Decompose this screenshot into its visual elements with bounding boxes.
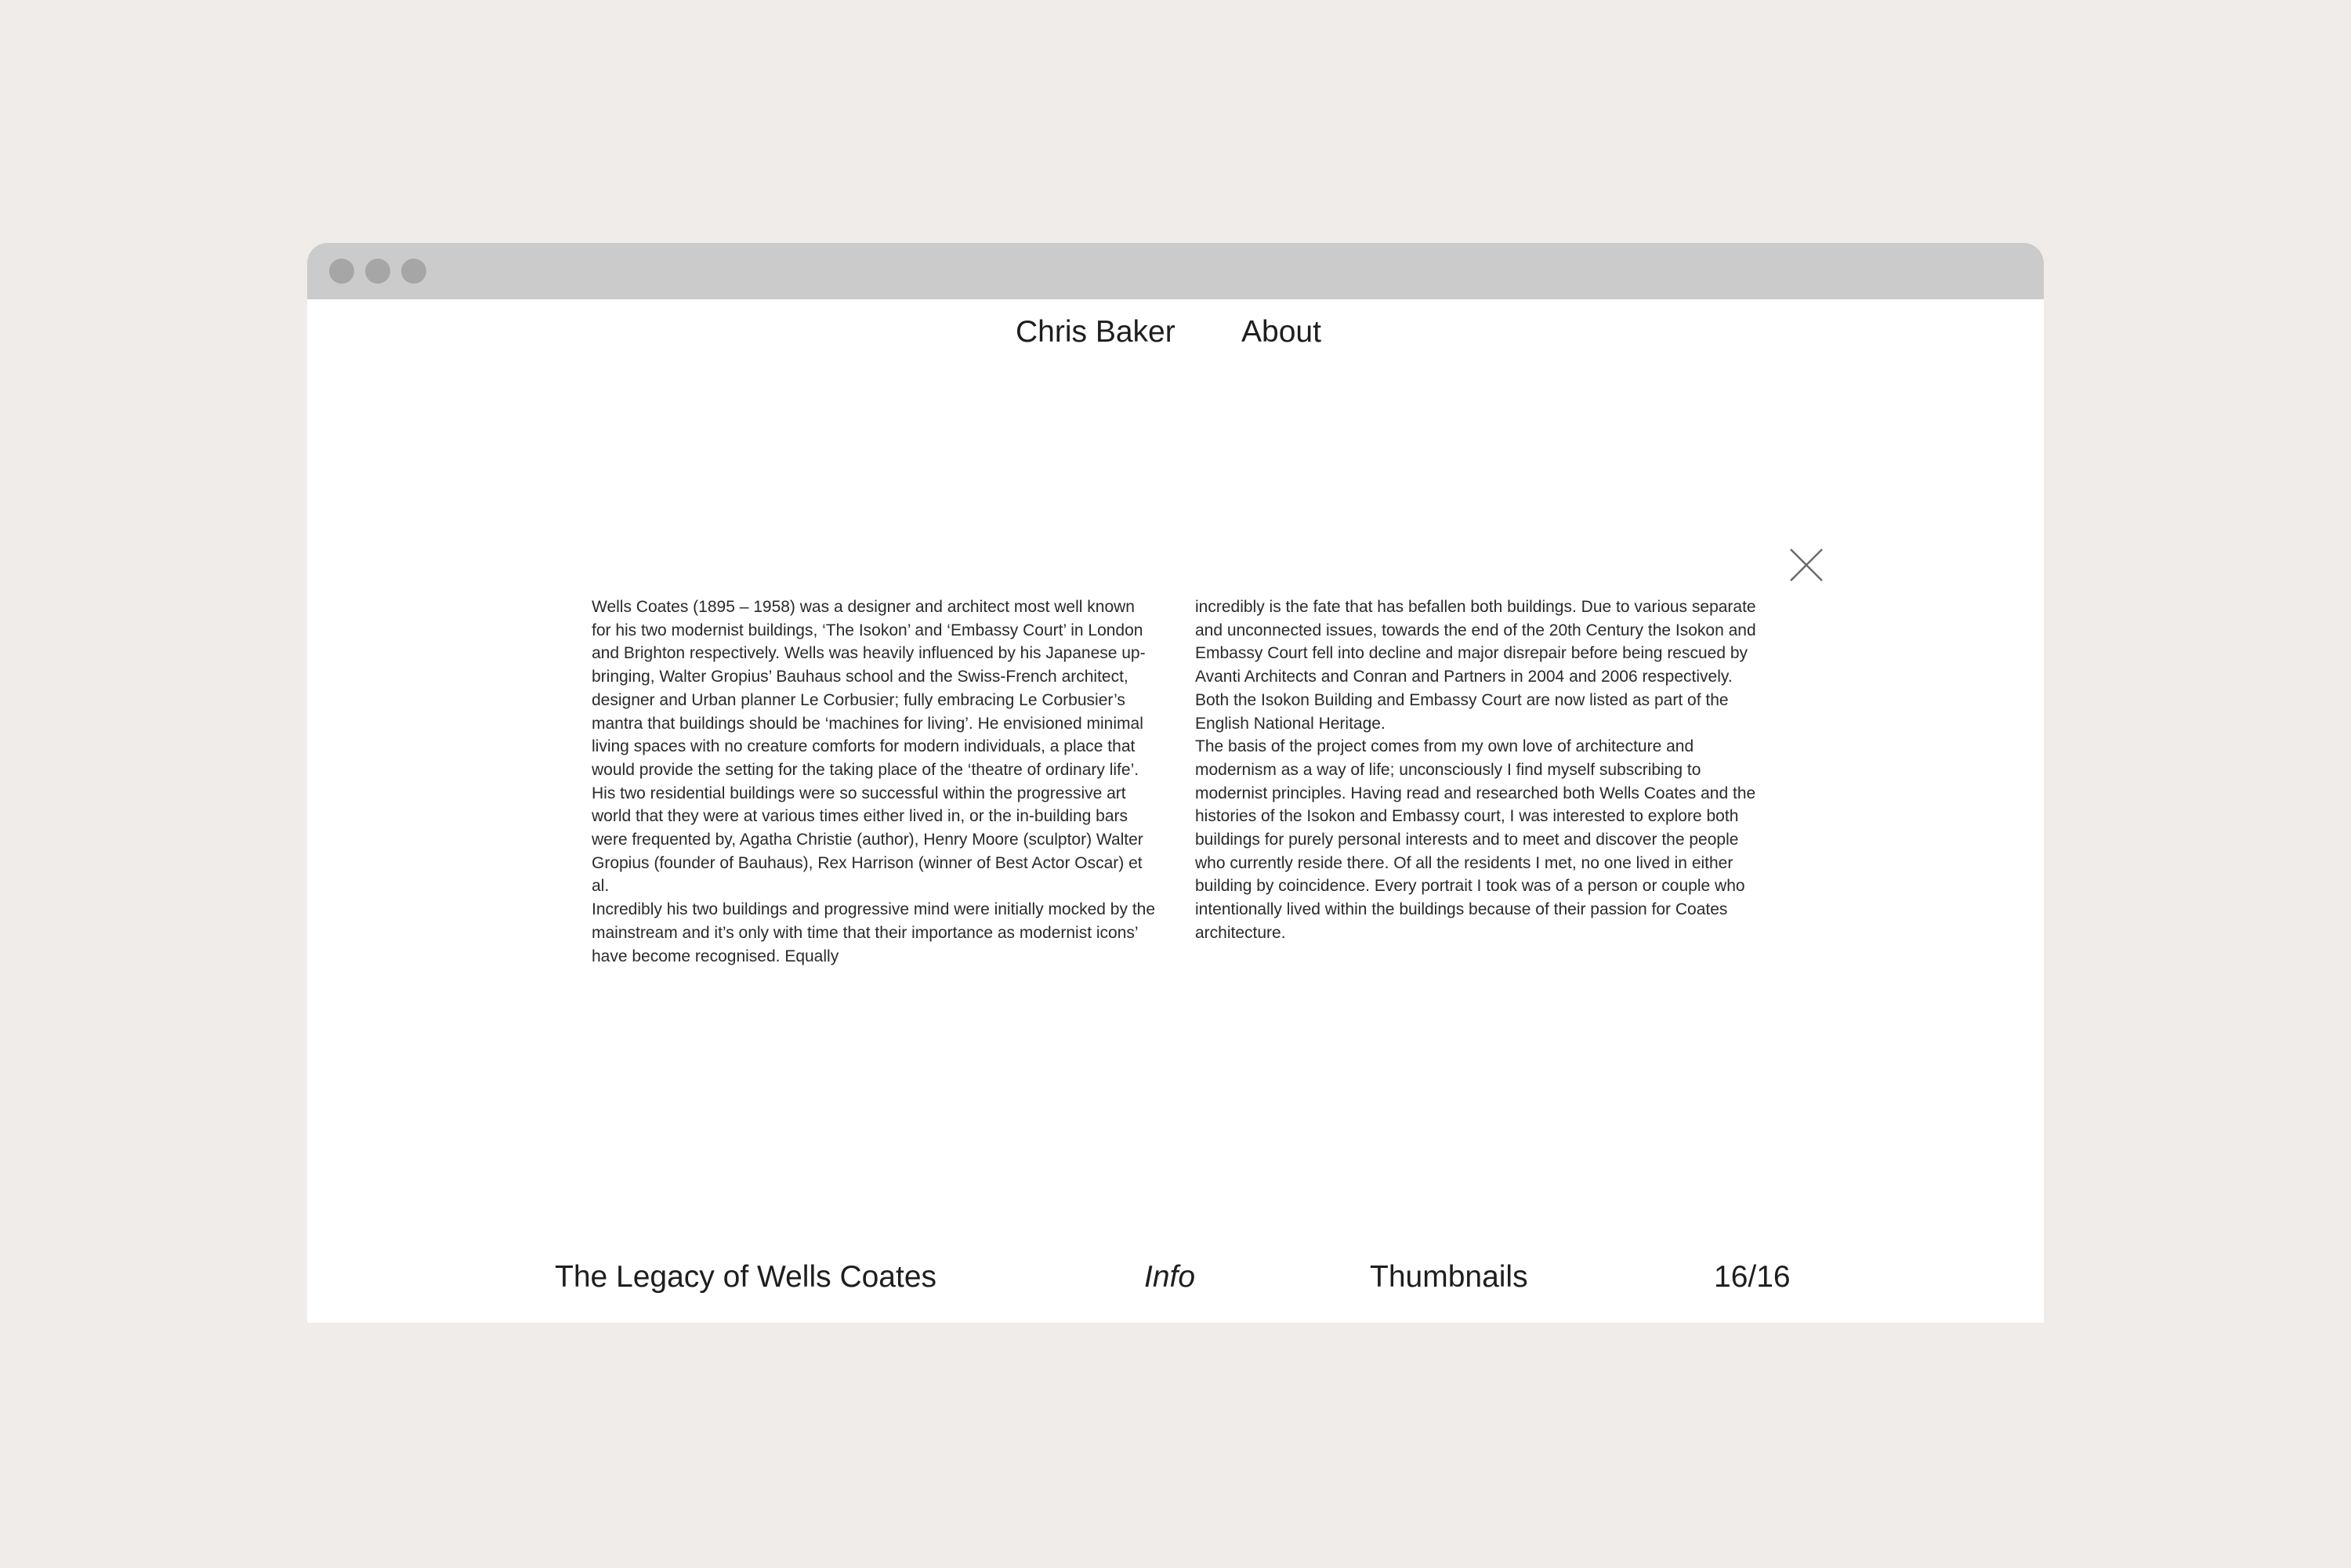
info-text-left-column bbox=[592, 596, 1156, 968]
browser-window bbox=[307, 243, 2044, 1323]
info-toggle-link[interactable]: Info bbox=[1144, 1260, 1196, 1294]
window-dot-icon[interactable] bbox=[401, 259, 426, 284]
nav-about-link[interactable]: About bbox=[1241, 315, 1321, 349]
window-dot-icon[interactable] bbox=[365, 259, 390, 284]
info-text-right-column bbox=[1195, 596, 1767, 945]
nav-home-link[interactable]: Chris Baker bbox=[1016, 315, 1176, 349]
info-paragraph: Incredibly his two buildings and progressive mind were initially mocked by the mainstream and it’s only with time that their importance as modernist icons’ have become recognised. Equally bbox=[592, 900, 1156, 965]
info-paragraph: incredibly is the fate that has befallen both buildings. Due to various separate and unconnected issues, towards the end of the 20th Century the Isokon and Embassy Court fell into decline and major disrepair before being rescued by Avanti Architects and Conran and Partners in 2004 and 2006 respectively. Both the Isokon Building and Embassy Court are now listed as part of the English National Heritage. bbox=[1195, 598, 1756, 733]
slide-counter: 16/16 bbox=[1714, 1260, 1791, 1294]
info-paragraph: Wells Coates (1895 – 1958) was a designer and architect most well known for his two modernist buildings, ‘The Isokon’ and ‘Embassy Court’ in London and Brighton respectively. Wells was heavily influenced by his Japanese up-bringing, Walter Gropius’ Bauhaus school and the Swiss-French architect, designer and Urban planner Le Corbusier; fully embracing Le Corbusier’s mantra that buildings should be ‘machines for living’. He envisioned minimal living spaces with no creature comforts for modern individuals, a place that would provide the setting for the taking place of the ‘theatre of ordinary life’. His two residential buildings were so successful within the progressive art world that they were at various times either lived in, or the in-building bars were frequented by, Agatha Christie (author), Henry Moore (sculptor) Walter Gropius (founder of Bauhaus), Rex Harrison (winner of Best Actor Oscar) et al. bbox=[592, 598, 1146, 896]
close-button[interactable] bbox=[1788, 547, 1824, 583]
info-paragraph: The basis of the project comes from my own love of architecture and modernism as a way of life; unconsciously I find myself subscribing to modernist principles. Having read and researched both Wells Coates and the histories of the Isokon and Embassy court, I was interested to explore both buildings for purely personal interests and to meet and discover the people who currently reside there. Of all the residents I met, no one lived in either building by coincidence. Every portrait I took was of a person or couple who intentionally lived within the buildings because of their passion for Coates architecture. bbox=[1195, 737, 1756, 942]
thumbnails-link[interactable]: Thumbnails bbox=[1370, 1260, 1528, 1294]
window-titlebar bbox=[307, 243, 2044, 299]
window-dot-icon[interactable] bbox=[329, 259, 354, 284]
close-icon bbox=[1788, 547, 1824, 583]
project-title: The Legacy of Wells Coates bbox=[555, 1260, 937, 1294]
